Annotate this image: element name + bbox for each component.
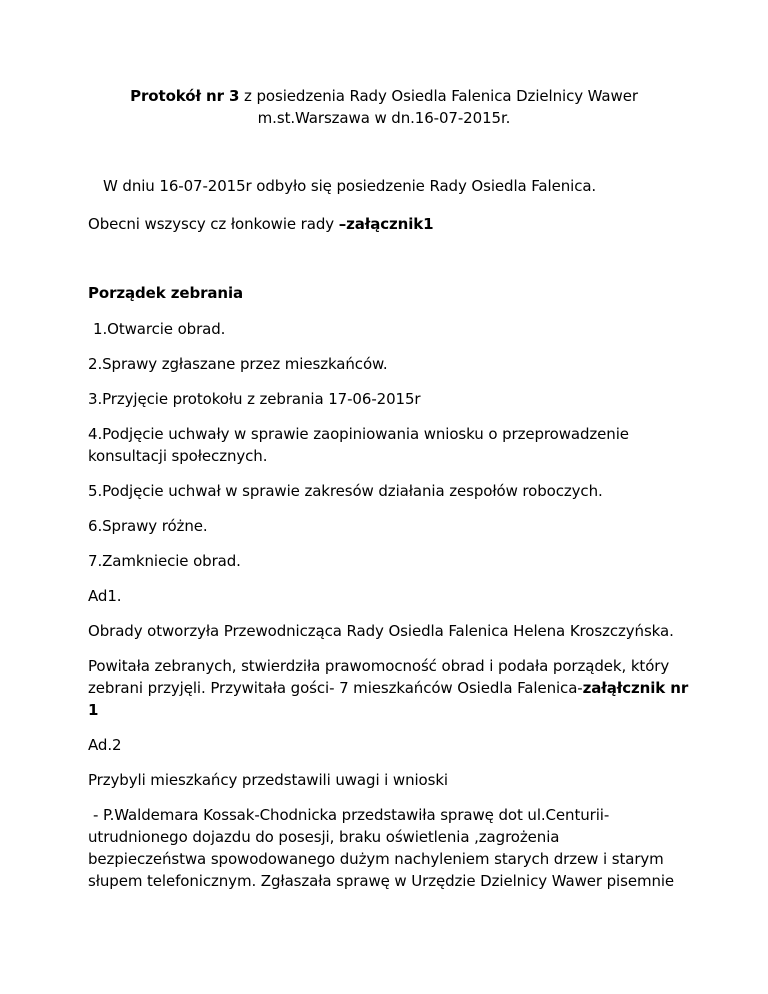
agenda-item: 2.Sprawy zgłaszane przez mieszkańców. [88,355,388,373]
title-bold: Protokół nr 3 [130,87,240,105]
ad1-attachment-number: 1 [88,701,99,719]
ad1-paragraph-line: Obrady otworzyła Przewodnicząca Rady Osiedla Falenica Helena Kroszczyńska. [88,622,674,640]
ad2-paragraph-line: Przybyli mieszkańcy przedstawili uwagi i wnioski [88,771,448,789]
title-rest: z posiedzenia Rady Osiedla Falenica Dzielnicy Wawer [239,87,638,105]
ad2-paragraph-line: - P.Waldemara Kossak-Chodnicka przedstawiła sprawę dot ul.Centurii- [93,806,610,824]
document-title [0,86,768,106]
attendance-attachment: –załącznik1 [338,215,434,233]
ad1-attachment: załąłcznik nr [582,679,689,697]
ad2-paragraph-line: słupem telefonicznym. Zgłaszała sprawę w Urzędzie Dzielnicy Wawer pisemnie [88,872,675,890]
agenda-item: 5.Podjęcie uchwał w sprawie zakresów działania zespołów roboczych. [88,482,603,500]
agenda-item-continued: konsultacji społecznych. [88,447,268,465]
ad1-line3-text: zebrani przyjęli. Przywitała gości- 7 mieszkańców Osiedla Falenica- [88,679,583,697]
ad1-paragraph-line: Powitała zebranych, stwierdziła prawomocność obrad i podała porządek, który [88,657,670,675]
ad1-heading: Ad1. [88,587,122,605]
agenda-item: 7.Zamkniecie obrad. [88,552,241,570]
ad2-paragraph-line: bezpieczeństwa spowodowanego dużym nachyleniem starych drzew i starym [88,850,664,868]
agenda-item: 3.Przyjęcie protokołu z zebrania 17-06-2015r [88,390,421,408]
agenda-heading: Porządek zebrania [88,284,244,302]
ad1-paragraph-line [88,678,688,698]
meeting-line: W dniu 16-07-2015r odbyło się posiedzenie Rady Osiedla Falenica. [103,177,597,195]
ad2-heading: Ad.2 [88,736,122,754]
agenda-item: 6.Sprawy różne. [88,517,208,535]
agenda-item: 4.Podjęcie uchwały w sprawie zaopiniowania wniosku o przeprowadzenie [88,425,629,443]
ad2-paragraph-line: utrudnionego dojazdu do posesji, braku oświetlenia ,zagrożenia [88,828,560,846]
attendance-line [88,214,434,234]
agenda-item: 1.Otwarcie obrad. [93,320,226,338]
document-title-line2: m.st.Warszawa w dn.16-07-2015r. [257,109,511,127]
attendance-text: Obecni wszyscy cz łonkowie rady [88,215,339,233]
